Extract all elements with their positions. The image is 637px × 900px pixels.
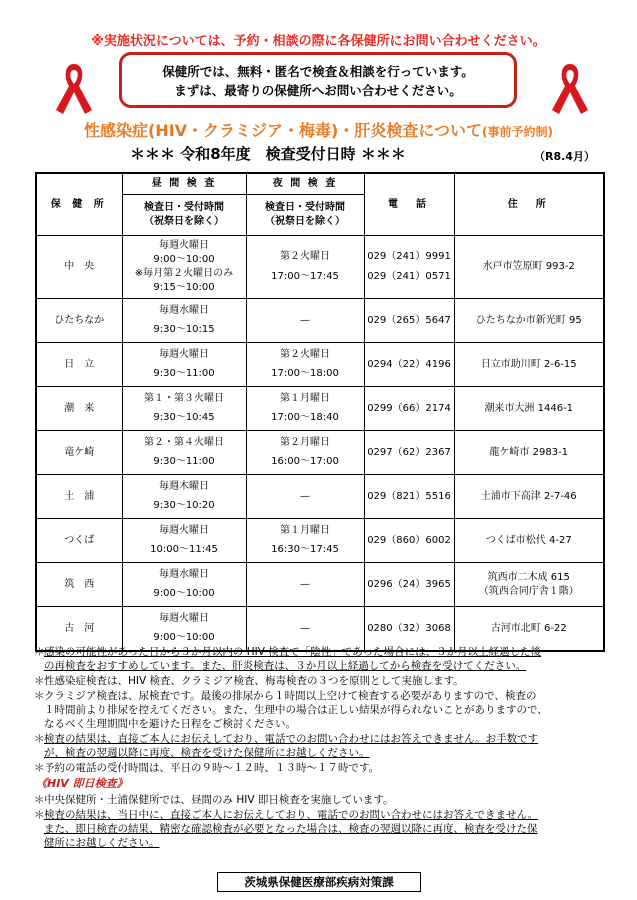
- address: 龍ケ崎市 2983-1: [454, 431, 604, 475]
- table-row: [36, 519, 604, 563]
- schedule-heading: ＊＊＊ 令和8年度 検査受付日時 ＊＊＊: [130, 145, 406, 163]
- night-text: 第２火曜日: [280, 251, 330, 262]
- note-item: [34, 645, 609, 673]
- note-text: また、即日検査の結果、精密な確認検査が必要となった場合は、検査の翌週以降に再度、検査を受けた保: [44, 823, 538, 835]
- day-text: 9:00〜10:00: [153, 588, 215, 599]
- header-night: 夜 間 検 査: [246, 173, 364, 195]
- day-text: 毎週火曜日: [159, 613, 209, 624]
- note-item: [34, 761, 609, 775]
- address-text: （筑西合同庁舎１階）: [478, 585, 579, 597]
- note-mark: ＊: [34, 675, 45, 687]
- note-mark: ＊: [34, 646, 45, 658]
- night-text: 17:00〜18:40: [271, 412, 339, 423]
- day-text: 9:30〜10:15: [153, 324, 215, 335]
- day-text: 9:30〜11:00: [153, 368, 215, 379]
- address: 水戸市笠原町 993-2: [454, 236, 604, 299]
- note-item: [34, 793, 609, 807]
- info-line-1: 保健所では、無料・匿名で検査＆相談を行っています。: [162, 64, 474, 79]
- address-text: 筑西市二木成 615: [487, 571, 570, 583]
- header-night-sub-1: 検査日・受付時間: [265, 202, 345, 213]
- day-text: ※毎月第２火曜日のみ: [134, 268, 234, 279]
- night-text: 17:00〜18:00: [271, 368, 339, 379]
- day-text: 9:30〜10:45: [153, 412, 215, 423]
- red-ribbon-icon: [52, 60, 96, 116]
- night-none: —: [246, 607, 364, 652]
- day-text: 9:30〜11:00: [153, 456, 215, 467]
- table-row: [36, 475, 604, 519]
- day-text: 10:00〜11:45: [150, 544, 218, 555]
- address: 潮来市大洲 1446-1: [454, 387, 604, 431]
- office-name: 中 央: [36, 236, 122, 299]
- note-item: [34, 808, 609, 850]
- night-text: 第２月曜日: [280, 437, 330, 448]
- night-text: 16:30〜17:45: [271, 544, 339, 555]
- night-schedule: [246, 343, 364, 387]
- office-name: 古 河: [36, 607, 122, 652]
- note-item: [34, 689, 609, 731]
- night-none: —: [246, 563, 364, 607]
- header-day-sub-1: 検査日・受付時間: [144, 202, 224, 213]
- office-name: 日 立: [36, 343, 122, 387]
- day-text: 第２・第４火曜日: [144, 437, 224, 448]
- night-text: 17:00〜17:45: [271, 271, 339, 282]
- day-schedule: [122, 519, 246, 563]
- day-schedule: [122, 387, 246, 431]
- table-row: [36, 236, 604, 299]
- day-text: 第１・第３火曜日: [144, 393, 224, 404]
- address: 日立市助川町 2-6-15: [454, 343, 604, 387]
- header-phone: 電 話: [364, 173, 454, 236]
- info-box: [119, 52, 517, 108]
- phone-text: 029（241）0571: [367, 271, 451, 282]
- note-text: 中央保健所・土浦保健所では、昼間のみ HIV 即日検査を実施しています。: [44, 794, 394, 806]
- phone-number: 0297（62）2367: [364, 431, 454, 475]
- night-schedule: [246, 236, 364, 299]
- night-text: 第２火曜日: [280, 349, 330, 360]
- header-day-sub: [122, 195, 246, 236]
- title-main: 性感染症(HIV・クラミジア・梅毒)・肝炎検査について: [83, 121, 483, 140]
- office-name: 土 浦: [36, 475, 122, 519]
- note-item: [34, 732, 609, 760]
- office-name: 竜ケ崎: [36, 431, 122, 475]
- day-text: 9:15〜10:00: [153, 282, 215, 293]
- day-text: 毎週木曜日: [159, 481, 209, 492]
- night-schedule: [246, 387, 364, 431]
- note-text: なるべく生理期間中を避けた日程をご検討ください。: [44, 718, 296, 730]
- address: 古河市北町 6-22: [454, 607, 604, 652]
- note-text: 感染の可能性があった日から３か月以内の HIV 検査で「陰性」であった場合には、３か月以上経過した後: [44, 646, 542, 658]
- phone-text: 029（241）9991: [367, 251, 451, 262]
- table-row: [36, 387, 604, 431]
- schedule-table: [35, 172, 605, 652]
- table-row: [36, 431, 604, 475]
- title-suffix: (事前予約制): [482, 125, 554, 139]
- night-schedule: [246, 431, 364, 475]
- note-item: [34, 674, 609, 688]
- day-schedule: [122, 299, 246, 343]
- address: 土浦市下高津 2-7-46: [454, 475, 604, 519]
- phone-number: 0294（22）4196: [364, 343, 454, 387]
- day-text: 9:30〜10:20: [153, 500, 215, 511]
- day-text: 毎週火曜日: [159, 240, 209, 251]
- note-text: 性感染症検査は、HIV 検査、クラミジア検査、梅毒検査の３つを原則として実施します。: [44, 675, 464, 687]
- day-text: 毎週水曜日: [159, 569, 209, 580]
- note-text: 検査の結果は、直接ご本人にお伝えしており、電話でのお問い合わせにはお答えできません。お手数です: [44, 733, 539, 745]
- note-text: 予約の電話の受付時間は、平日の９時〜１２時、１３時〜１７時です。: [44, 762, 380, 774]
- office-name: つくば: [36, 519, 122, 563]
- phone-number: 029（265）5647: [364, 299, 454, 343]
- top-notice: ※実施状況については、予約・相談の際に各保健所にお問い合わせください。: [91, 34, 546, 49]
- notes: [34, 645, 609, 851]
- footer-department: 茨城県保健医療部疾病対策課: [217, 872, 421, 892]
- address: つくば市松代 4-27: [454, 519, 604, 563]
- header-night-sub-2: （祝祭日を除く）: [265, 216, 345, 227]
- night-text: 第１月曜日: [280, 393, 330, 404]
- header-address: 住 所: [454, 173, 604, 236]
- office-name: 潮 来: [36, 387, 122, 431]
- red-ribbon-icon: [548, 60, 592, 116]
- header-night-sub: [246, 195, 364, 236]
- note-mark: ＊: [34, 809, 45, 821]
- night-schedule: [246, 519, 364, 563]
- night-none: —: [246, 299, 364, 343]
- day-schedule: [122, 431, 246, 475]
- address: [454, 563, 604, 607]
- day-schedule: [122, 343, 246, 387]
- night-text: 第１月曜日: [280, 525, 330, 536]
- header-day-sub-2: （祝祭日を除く）: [144, 216, 224, 227]
- note-mark: ＊: [34, 794, 45, 806]
- phone-number: [364, 236, 454, 299]
- note-mark: ＊: [34, 762, 45, 774]
- note-text: クラミジア検査は、尿検査です。最後の排尿から１時間以上空けて検査する必要がありますので、検査の: [44, 690, 537, 702]
- note-text: 健所にお越しください。: [44, 837, 160, 849]
- day-text: 9:00〜10:00: [153, 632, 215, 643]
- day-text: 毎週水曜日: [159, 305, 209, 316]
- table-row: [36, 343, 604, 387]
- office-name: ひたちなか: [36, 299, 122, 343]
- table-row: [36, 299, 604, 343]
- note-mark: ＊: [34, 690, 45, 702]
- day-text: 毎週火曜日: [159, 349, 209, 360]
- note-text: １時間前より排尿を控えてください。また、生理中の場合は正しい結果が得られないことがありますので、: [44, 704, 548, 716]
- night-text: 16:00〜17:00: [271, 456, 339, 467]
- note-mark: ＊: [34, 733, 45, 745]
- phone-number: 029（821）5516: [364, 475, 454, 519]
- night-none: —: [246, 475, 364, 519]
- page-title: [0, 118, 637, 141]
- phone-number: 029（860）6002: [364, 519, 454, 563]
- phone-number: 0296（24）3965: [364, 563, 454, 607]
- hiv-rapid-test-heading: 《HIV 即日検査》: [36, 777, 128, 790]
- address: ひたちなか市新光町 95: [454, 299, 604, 343]
- phone-number: 0299（66）2174: [364, 387, 454, 431]
- day-text: 毎週火曜日: [159, 525, 209, 536]
- office-name: 筑 西: [36, 563, 122, 607]
- header-office: 保 健 所: [36, 173, 122, 236]
- note-text: 検査の結果は、当日中に、直接ご本人にお伝えしており、電話でのお問い合わせにはお答えできません。: [44, 809, 539, 821]
- day-schedule: [122, 236, 246, 299]
- header-day: 昼 間 検 査: [122, 173, 246, 195]
- schedule-date: （R8.4月）: [534, 150, 595, 163]
- day-schedule: [122, 475, 246, 519]
- day-text: 9:00〜10:00: [153, 254, 215, 265]
- info-line-2: まずは、最寄りの保健所へお問い合わせください。: [174, 83, 462, 98]
- phone-number: 0280（32）3068: [364, 607, 454, 652]
- note-text: の再検査をおすすめしています。また、肝炎検査は、３か月以上経過してから検査を受けてください。: [44, 660, 527, 672]
- table-row: [36, 563, 604, 607]
- note-text: が、検査の翌週以降に再度、検査を受けた保健所にお越しください。: [44, 747, 370, 759]
- day-schedule: [122, 563, 246, 607]
